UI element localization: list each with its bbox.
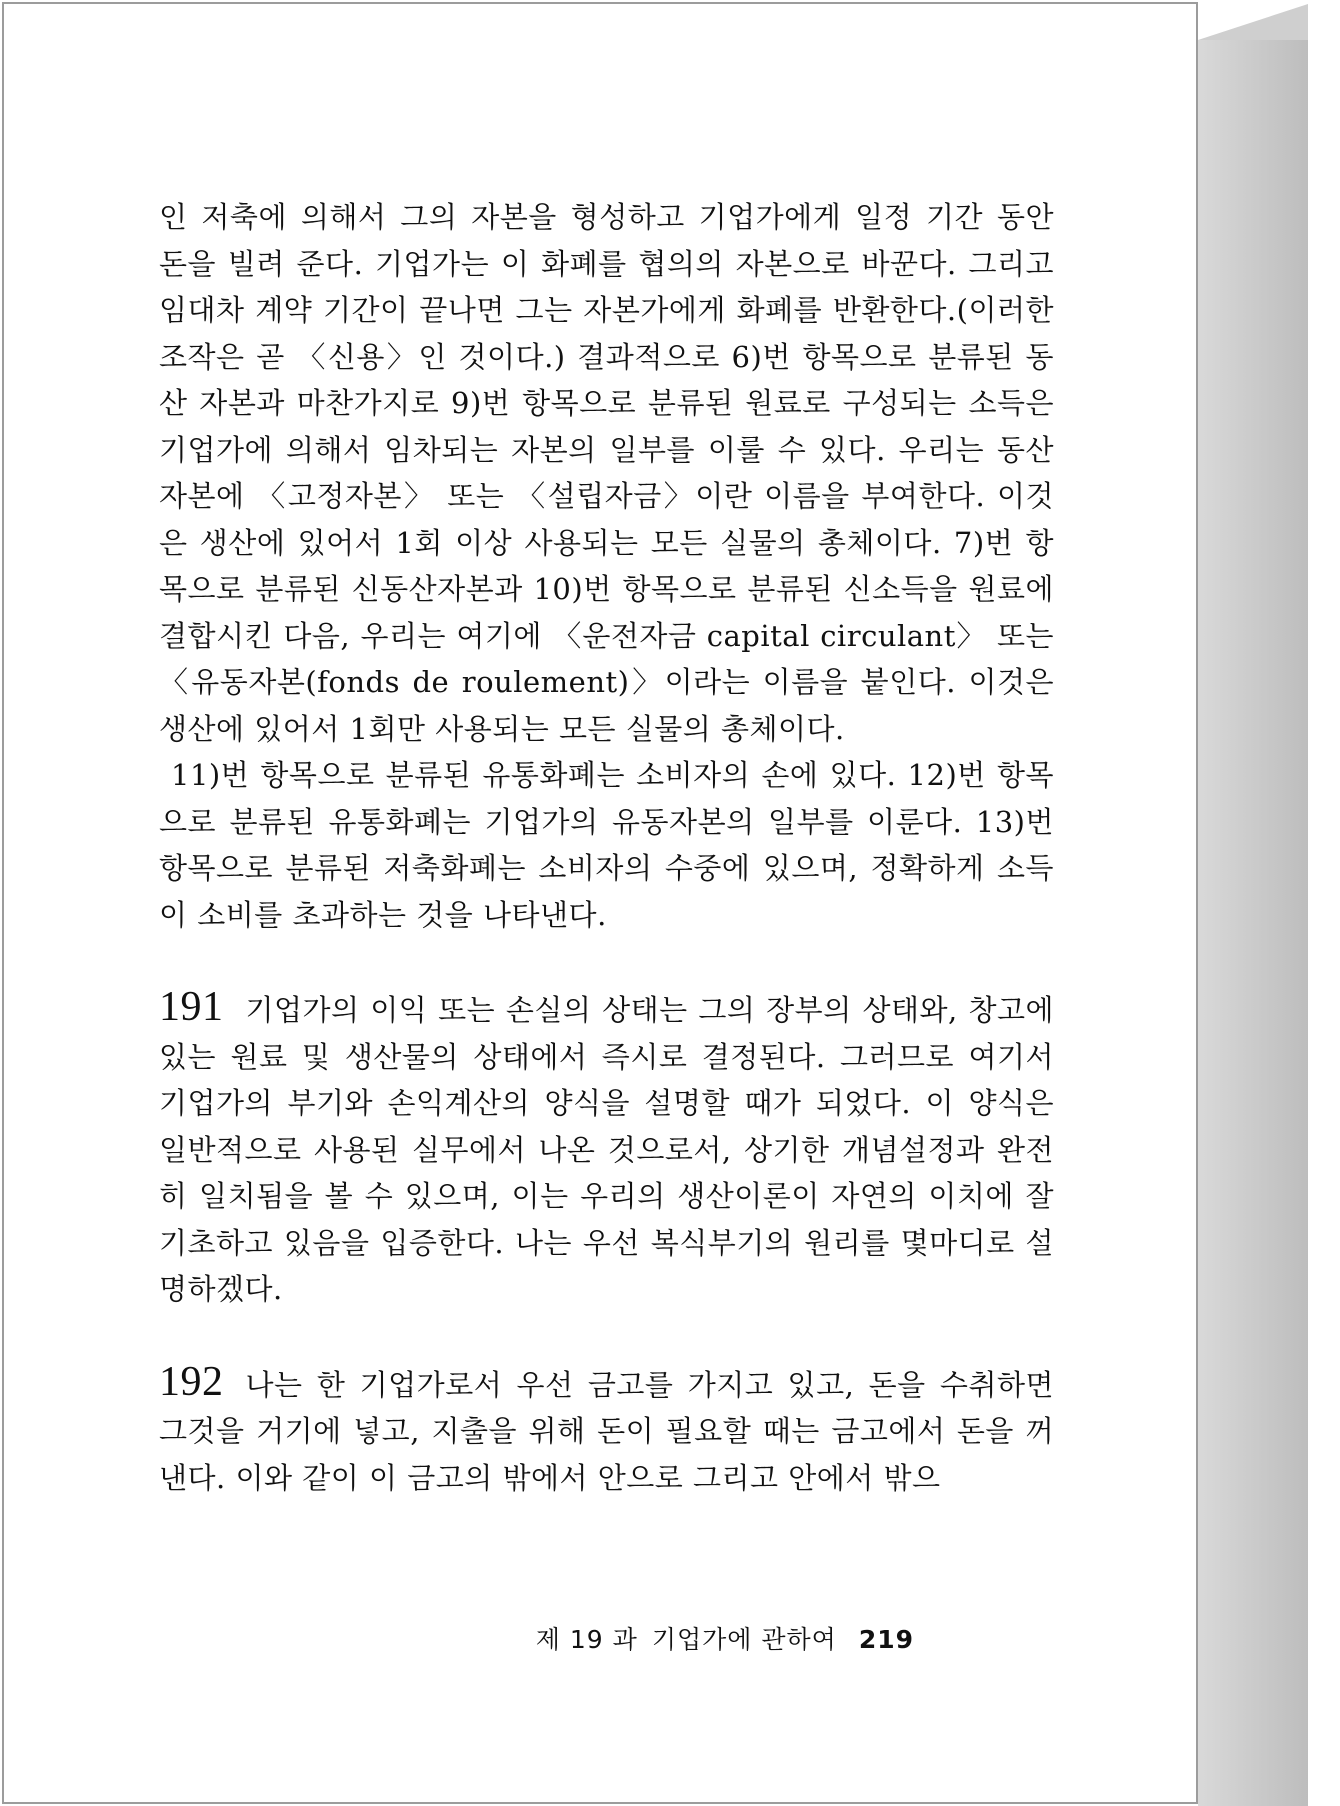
- book-page: [2, 2, 1198, 1804]
- footer-chapter: 제 19 과: [535, 1625, 638, 1654]
- paragraph-2: 11)번 항목으로 분류된 유통화폐는 소비자의 손에 있다. 12)번 항목으로 분류된 유통화폐는 기업가의 유동자본의 일부를 이룬다. 13)번 항목으로 분류된 저축화폐는 소비자의 수중에 있으며, 정확하게 소득이 소비를 초과하는 것을 나타낸다.: [159, 758, 1054, 932]
- page-body: [159, 194, 1054, 1501]
- book-top-edge: [1198, 4, 1308, 40]
- page-footer: [522, 1620, 914, 1656]
- section-number: 192: [159, 1358, 224, 1405]
- page-number: 219: [858, 1625, 914, 1654]
- book-side-edge: [1198, 40, 1308, 1806]
- section-text: 기업가의 이익 또는 손실의 상태는 그의 장부의 상태와, 창고에 있는 원료 및 생산물의 상태에서 즉시로 결정된다. 그러므로 여기서 기업가의 부기와 손익계산의 양식을 설명할 때가 되었다. 이 양식은 일반적으로 사용된 실무에서 나온 것으로서, 상기한 개념설정과 완전히 일치됨을 볼 수 있으며, 이는 우리의 생산이론이 자연의 이치에 잘 기초하고 있음을 입증한다. 나는 우선 복식부기의 원리를 몇마디로 설명하겠다.: [159, 993, 1054, 1306]
- section-number: 191: [159, 984, 224, 1030]
- footer-title: 기업가에 관하여: [651, 1625, 837, 1654]
- section-192: [159, 1359, 1054, 1502]
- section-191: [159, 984, 1054, 1313]
- paragraph-1: 인 저축에 의해서 그의 자본을 형성하고 기업가에게 일정 기간 동안 돈을 빌려 준다. 기업가는 이 화폐를 협의의 자본으로 바꾼다. 그리고 임대차 계약 기간이 끝나면 그는 자본가에게 화폐를 반환한다.(이러한 조작은 곧 〈신용〉인 것이다.) 결과적으로 6)번 항목으로 분류된 동산 자본과 마찬가지로 9)번 항목으로 분류된 원료로 구성되는 소득은 기업가에 의해서 임차되는 자본의 일부를 이룰 수 있다. 우리는 동산자본에 〈고정자본〉 또는 〈설립자금〉이란 이름을 부여한다. 이것은 생산에 있어서 1회 이상 사용되는 모든 실물의 총체이다. 7)번 항목으로 분류된 신동산자본과 10)번 항목으로 분류된 신소득을 원료에 결합시킨 다음, 우리는 여기에 〈운전자금 capital circulant〉 또는 〈유동자본(fonds de roulement)〉이라는 이름을 붙인다. 이것은 생산에 있어서 1회만 사용되는 모든 실물의 총체이다.: [159, 200, 1055, 746]
- section-text: 나는 한 기업가로서 우선 금고를 가지고 있고, 돈을 수취하면 그것을 거기에 넣고, 지출을 위해 돈이 필요할 때는 금고에서 돈을 꺼낸다. 이와 같이 이 금고의 밖에서 안으로 그리고 안에서 밖으: [159, 1367, 1054, 1495]
